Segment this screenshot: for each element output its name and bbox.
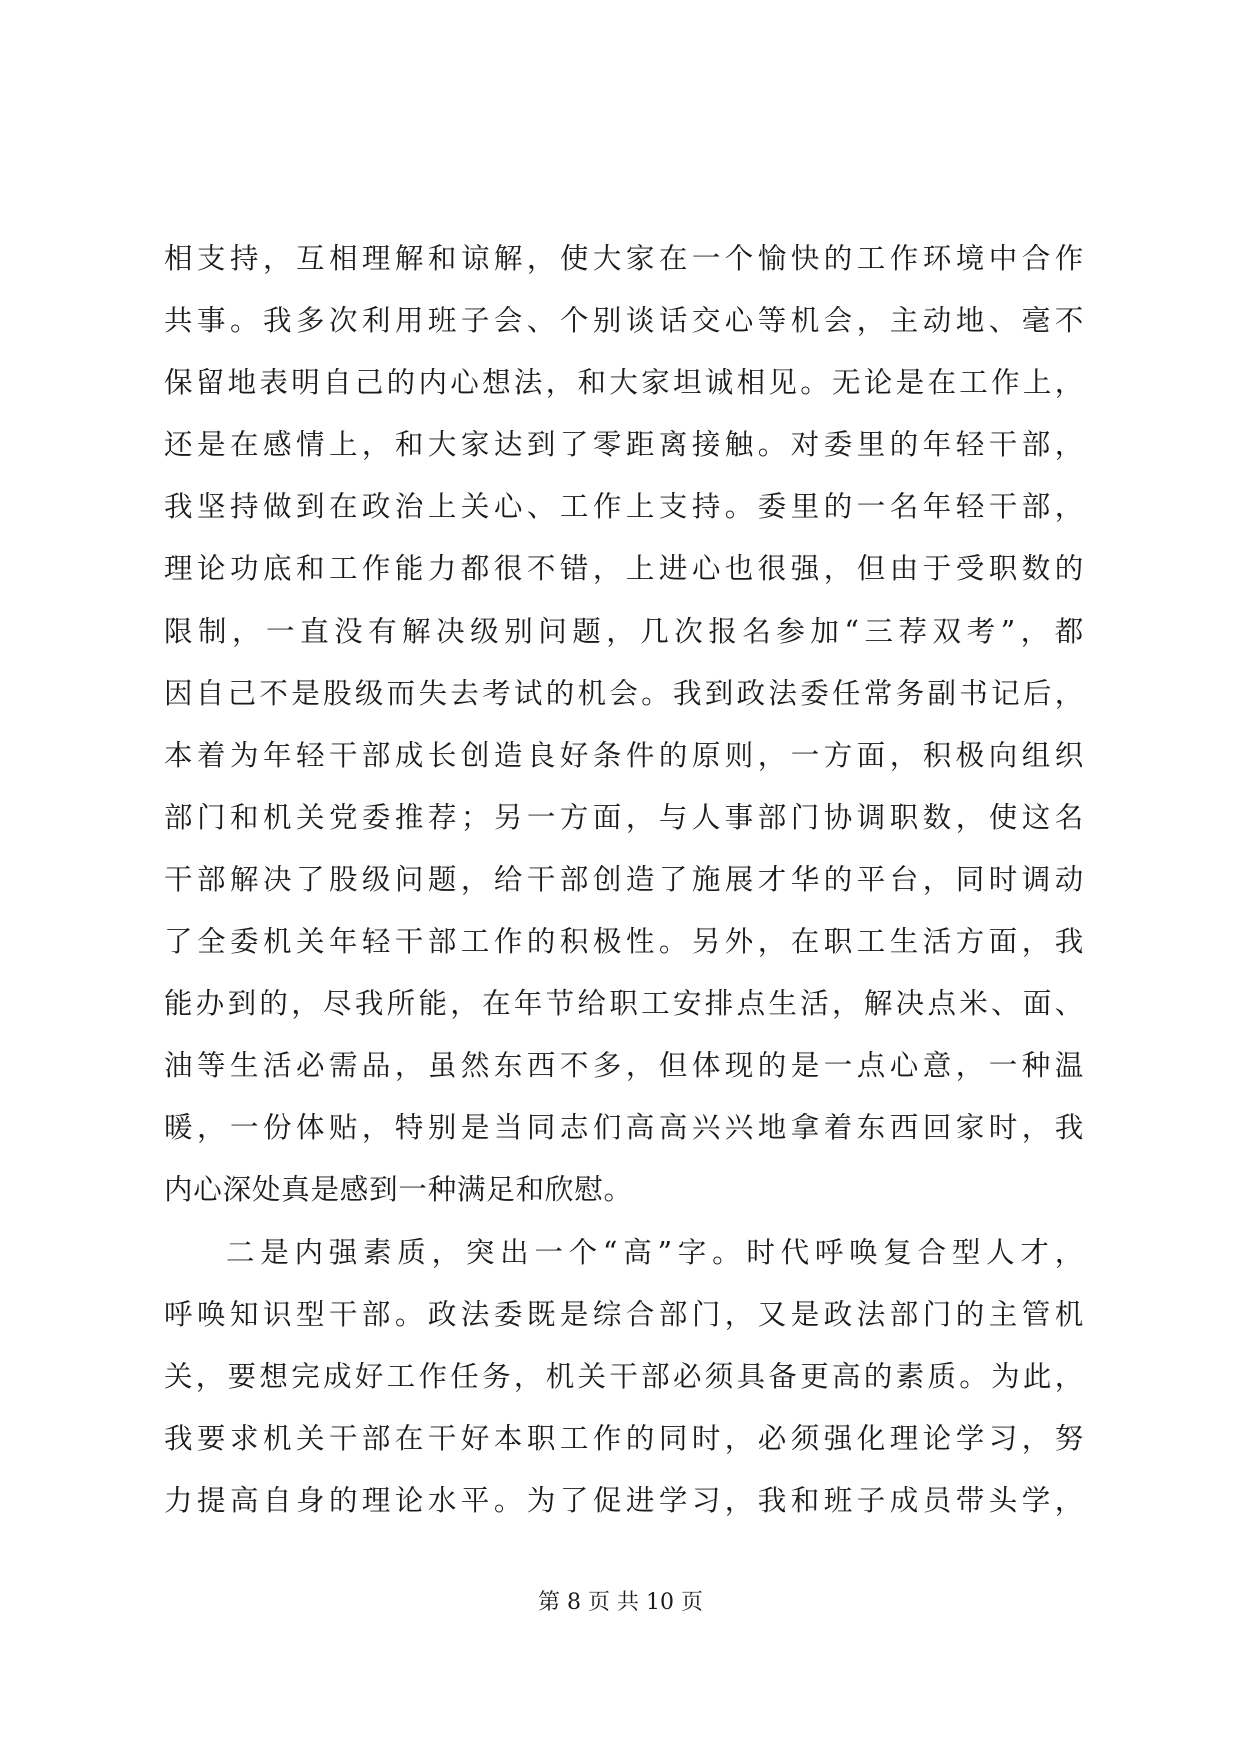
text-line: 限制，一直没有解决级别问题，几次报名参加“三荐双考”，都 — [164, 614, 1084, 648]
text-line: 理论功底和工作能力都很不错，上进心也很强，但由于受职数的 — [164, 552, 1084, 586]
text-line: 内心深处真是感到一种满足和欣慰。 — [164, 1173, 633, 1207]
text-line: 能办到的，尽我所能，在年节给职工安排点生活，解决点米、面、 — [164, 987, 1084, 1021]
text-line: 相支持，互相理解和谅解，使大家在一个愉快的工作环境中合作 — [164, 242, 1084, 275]
page-footer: 第 8 页 共 10 页 — [538, 1590, 703, 1615]
body-text — [164, 228, 1084, 1532]
text-line: 关，要想完成好工作任务，机关干部必须具备更高的素质。为此， — [164, 1359, 1084, 1393]
text-line: 干部解决了股级问题，给干部创造了施展才华的平台，同时调动 — [164, 862, 1084, 896]
text-line: 共事。我多次利用班子会、个别谈话交心等机会，主动地、毫不 — [164, 304, 1084, 338]
text-line: 了全委机关年轻干部工作的积极性。另外，在职工生活方面，我 — [164, 925, 1084, 959]
text-line: 力提高自身的理论水平。为了促进学习，我和班子成员带头学， — [164, 1483, 1084, 1517]
text-line: 暖，一份体贴，特别是当同志们高高兴兴地拿着东西回家时，我 — [164, 1111, 1084, 1145]
text-line: 部门和机关党委推荐；另一方面，与人事部门协调职数，使这名 — [164, 800, 1084, 834]
text-line: 二是内强素质，突出一个“高”字。时代呼唤复合型人才， — [226, 1235, 1084, 1269]
text-line: 我坚持做到在政治上关心、工作上支持。委里的一名年轻干部， — [164, 490, 1084, 524]
text-line: 还是在感情上，和大家达到了零距离接触。对委里的年轻干部， — [164, 428, 1084, 462]
text-line: 保留地表明自己的内心想法，和大家坦诚相见。无论是在工作上， — [164, 366, 1084, 400]
text-line: 本着为年轻干部成长创造良好条件的原则，一方面，积极向组织 — [164, 738, 1084, 772]
text-line: 我要求机关干部在干好本职工作的同时，必须强化理论学习，努 — [164, 1421, 1084, 1455]
text-line: 因自己不是股级而失去考试的机会。我到政法委任常务副书记后， — [164, 676, 1084, 710]
text-line: 呼唤知识型干部。政法委既是综合部门，又是政法部门的主管机 — [164, 1297, 1084, 1331]
text-line: 油等生活必需品，虽然东西不多，但体现的是一点心意，一种温 — [164, 1049, 1084, 1083]
